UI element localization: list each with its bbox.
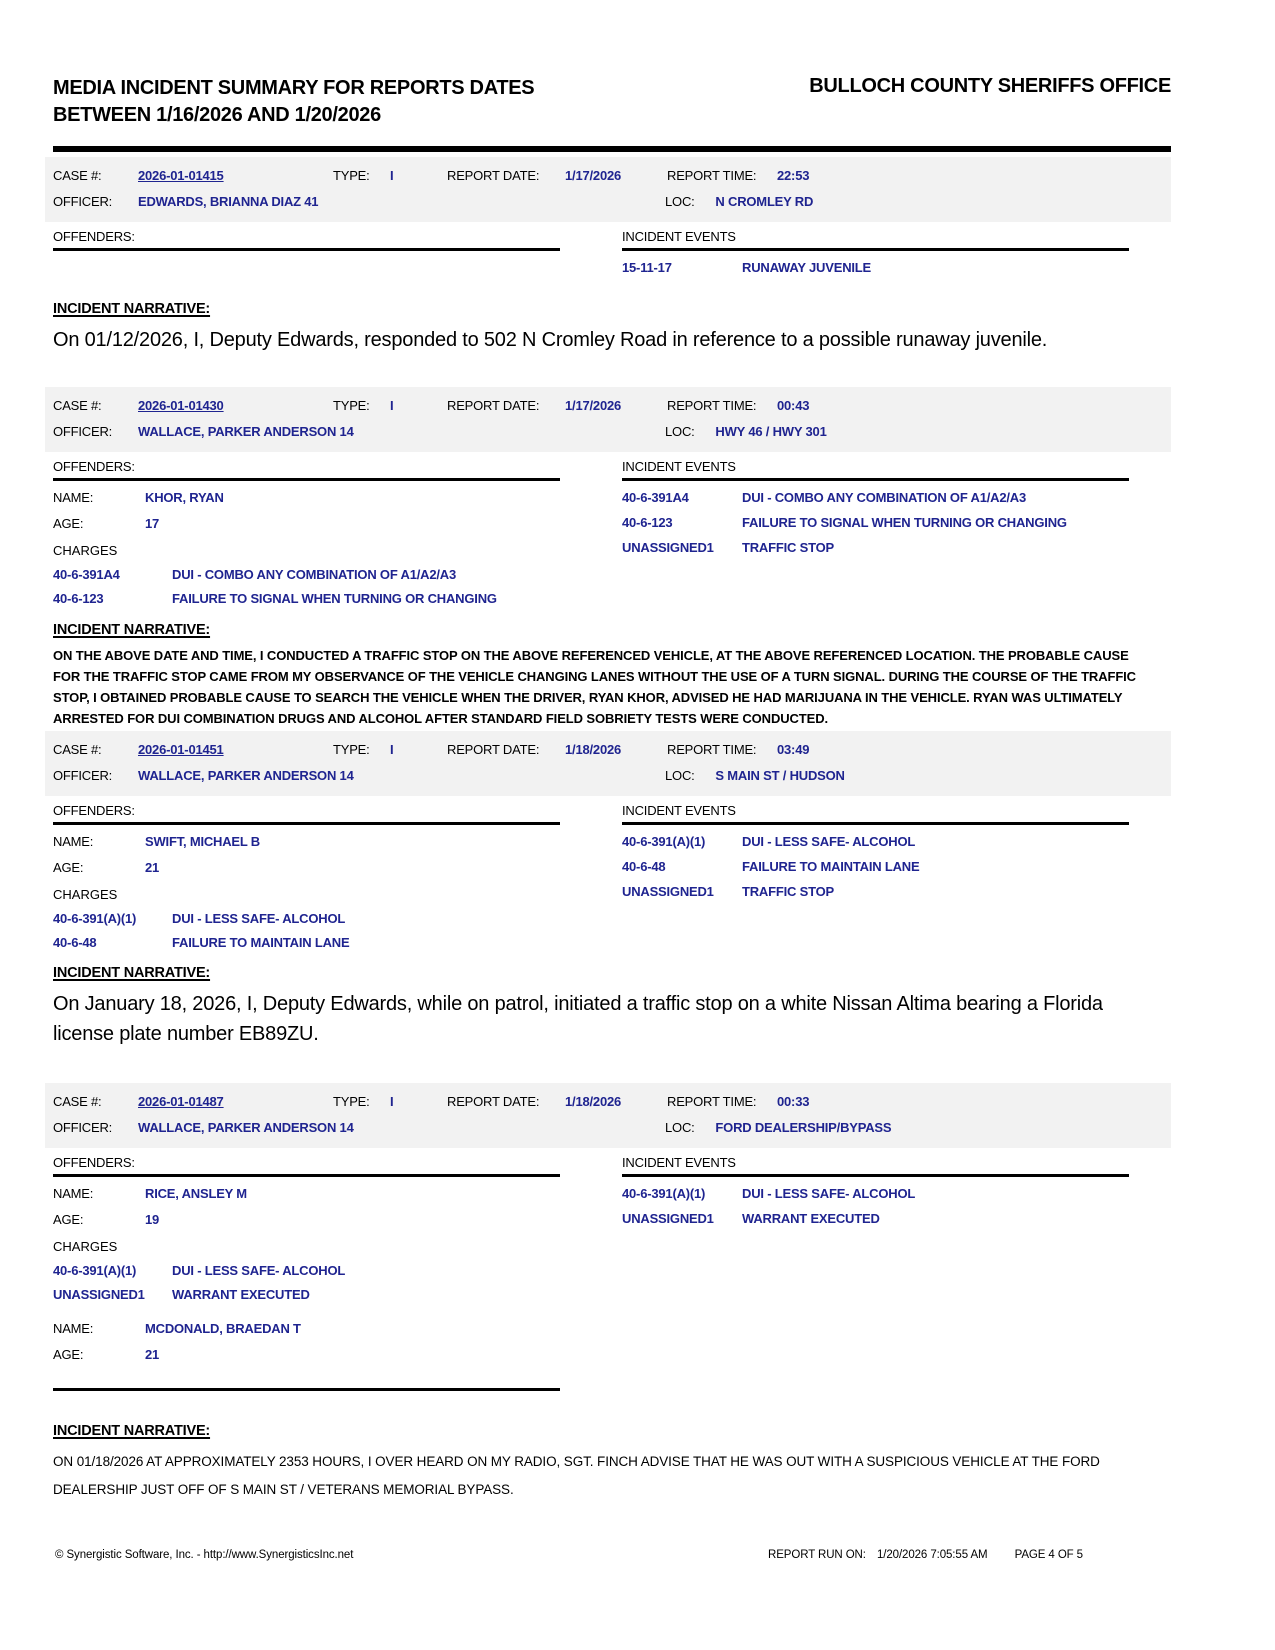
offenders-heading: OFFENDERS: <box>53 459 135 474</box>
type-value: I <box>390 168 394 183</box>
type-value: I <box>390 742 394 757</box>
name-label: NAME: <box>53 834 94 849</box>
report-title-line2: BETWEEN 1/16/2026 AND 1/20/2026 <box>53 104 381 126</box>
narrative-heading: INCIDENT NARRATIVE: <box>53 301 211 317</box>
incident-events-heading: INCIDENT EVENTS <box>622 1155 736 1170</box>
report-date-value: 1/17/2026 <box>565 168 622 183</box>
type-label: TYPE: <box>333 398 370 413</box>
case-number-label: CASE #: <box>53 742 102 757</box>
report-title <box>53 75 693 129</box>
case-block-4 <box>53 1083 1173 1504</box>
report-date-value: 1/18/2026 <box>565 742 622 757</box>
narrative-heading: INCIDENT NARRATIVE: <box>53 622 211 638</box>
charge-row <box>53 912 560 926</box>
case-block-3 <box>53 731 1173 1049</box>
incident-events-heading: INCIDENT EVENTS <box>622 459 736 474</box>
offender-age: 21 <box>145 1347 160 1362</box>
officer-label: OFFICER: <box>53 768 113 783</box>
age-label: AGE: <box>53 1212 84 1227</box>
charge-code: 40-6-48 <box>53 935 97 950</box>
charge-code: 40-6-391A4 <box>53 567 120 582</box>
case-number-label: CASE #: <box>53 398 102 413</box>
event-row <box>622 261 1129 275</box>
narrative-text: ON THE ABOVE DATE AND TIME, I CONDUCTED A TRAFFIC STOP ON THE ABOVE REFERENCED VEHICLE, AT THE ABOVE REFERENCED LOCATION. THE PROBABLE CAUSE FOR THE TRAFFIC STOP CAME FROM MY OBSERVANCE OF THE VEHICLE CHANGING LANES WITHOUT THE USE OF A TURN SIGNAL. DURING THE COURSE OF THE TRAFFIC STOP, I OBTAINED PROBABLE CAUSE TO SEARCH THE VEHICLE WHEN THE DRIVER, RYAN KHOR, ADVISED HE HAD MARIJUANA IN THE VEHICLE. RYAN WAS ULTIMATELY ARRESTED FOR DUI COMBINATION DRUGS AND ALCOHOL AFTER STANDARD FIELD SOBRIETY TESTS WERE CONDUCTED. <box>53 648 1136 726</box>
officer-label: OFFICER: <box>53 424 113 439</box>
narrative-section <box>53 965 1173 1049</box>
case-block-1 <box>53 157 1173 355</box>
footer-copyright: © Synergistic Software, Inc. - http://www.SynergisticsInc.net <box>55 1549 354 1561</box>
report-date-value: 1/18/2026 <box>565 1094 622 1109</box>
events-section <box>622 804 1129 950</box>
report-run-value: 1/20/2026 7:05:55 AM <box>876 1549 988 1561</box>
case-number-link[interactable]: 2026-01-01451 <box>138 742 224 757</box>
events-rule <box>622 248 1129 251</box>
narrative-heading: INCIDENT NARRATIVE: <box>53 1423 211 1439</box>
event-code: UNASSIGNED1 <box>622 1211 714 1226</box>
case-header-band <box>45 1083 1171 1148</box>
type-label: TYPE: <box>333 168 370 183</box>
offender-record <box>53 491 560 606</box>
event-code: UNASSIGNED1 <box>622 540 714 555</box>
charges-heading: CHARGES <box>53 887 118 902</box>
charge-row <box>53 1288 560 1302</box>
offenders-section <box>53 460 560 606</box>
events-section <box>622 230 1129 275</box>
event-desc: DUI - LESS SAFE- ALCOHOL <box>742 834 916 849</box>
officer-name: EDWARDS, BRIANNA DIAZ 41 <box>138 194 319 209</box>
narrative-section <box>53 622 1173 729</box>
offenders-section <box>53 230 560 275</box>
report-date-label: REPORT DATE: <box>447 398 540 413</box>
report-date-label: REPORT DATE: <box>447 1094 540 1109</box>
offenders-heading: OFFENDERS: <box>53 1155 135 1170</box>
offender-name: RICE, ANSLEY M <box>145 1186 247 1201</box>
loc-label: LOC: <box>665 768 695 783</box>
age-label: AGE: <box>53 860 84 875</box>
offender-age: 17 <box>145 516 160 531</box>
narrative-text: On 01/12/2026, I, Deputy Edwards, responded to 502 N Cromley Road in reference to a possible runaway juvenile. <box>53 329 1048 351</box>
type-value: I <box>390 398 394 413</box>
loc-label: LOC: <box>665 194 695 209</box>
report-time-value: 03:49 <box>777 742 810 757</box>
events-section <box>622 1156 1129 1391</box>
officer-label: OFFICER: <box>53 194 113 209</box>
offender-name: MCDONALD, BRAEDAN T <box>145 1321 301 1336</box>
charge-code: UNASSIGNED1 <box>53 1287 145 1302</box>
narrative-heading: INCIDENT NARRATIVE: <box>53 965 211 981</box>
narrative-section <box>53 301 1173 355</box>
offenders-heading: OFFENDERS: <box>53 229 135 244</box>
event-row <box>622 835 1129 849</box>
event-row <box>622 516 1129 530</box>
event-desc: TRAFFIC STOP <box>742 884 834 899</box>
offenders-section <box>53 804 560 950</box>
event-desc: FAILURE TO SIGNAL WHEN TURNING OR CHANGING <box>742 515 1067 530</box>
narrative-text: ON 01/18/2026 AT APPROXIMATELY 2353 HOURS, I OVER HEARD ON MY RADIO, SGT. FINCH ADVISE THAT HE WAS OUT WITH A SUSPICIOUS VEHICLE AT THE FORD DEALERSHIP JUST OFF OF S MAIN ST / VETERANS MEMORIAL BYPASS. <box>53 1454 1100 1497</box>
charges-heading: CHARGES <box>53 543 118 558</box>
events-rule <box>622 1174 1129 1177</box>
event-desc: FAILURE TO MAINTAIN LANE <box>742 859 920 874</box>
event-row <box>622 1187 1129 1201</box>
incident-events-heading: INCIDENT EVENTS <box>622 229 736 244</box>
report-title-line1: MEDIA INCIDENT SUMMARY FOR REPORTS DATES <box>53 77 535 99</box>
charge-desc: DUI - COMBO ANY COMBINATION OF A1/A2/A3 <box>172 567 456 582</box>
officer-name: WALLACE, PARKER ANDERSON 14 <box>138 768 354 783</box>
name-label: NAME: <box>53 1321 94 1336</box>
report-run-label: REPORT RUN ON: <box>768 1549 866 1561</box>
report-time-value: 00:43 <box>777 398 810 413</box>
charge-code: 40-6-391(A)(1) <box>53 1263 137 1278</box>
offenders-section <box>53 1156 560 1391</box>
report-date-label: REPORT DATE: <box>447 742 540 757</box>
event-desc: RUNAWAY JUVENILE <box>742 260 872 275</box>
officer-name: WALLACE, PARKER ANDERSON 14 <box>138 424 354 439</box>
charge-desc: WARRANT EXECUTED <box>172 1287 310 1302</box>
charge-desc: FAILURE TO MAINTAIN LANE <box>172 935 350 950</box>
report-page <box>53 75 1173 1504</box>
event-row <box>622 1212 1129 1226</box>
page-indicator: PAGE 4 OF 5 <box>1014 1549 1083 1561</box>
narrative-section <box>53 1423 1173 1504</box>
charge-row <box>53 592 560 606</box>
charge-desc: FAILURE TO SIGNAL WHEN TURNING OR CHANGING <box>172 591 497 606</box>
offender-record <box>53 1187 560 1302</box>
case-block-2 <box>53 387 1173 729</box>
agency-name: BULLOCH COUNTY SHERIFFS OFFICE <box>809 75 1171 97</box>
event-desc: DUI - COMBO ANY COMBINATION OF A1/A2/A3 <box>742 490 1026 505</box>
report-date-value: 1/17/2026 <box>565 398 622 413</box>
type-value: I <box>390 1094 394 1109</box>
event-code: 40-6-391A4 <box>622 490 689 505</box>
officer-name: WALLACE, PARKER ANDERSON 14 <box>138 1120 354 1135</box>
offenders-rule <box>53 1174 560 1177</box>
event-desc: TRAFFIC STOP <box>742 540 834 555</box>
loc-value: S MAIN ST / HUDSON <box>715 768 845 783</box>
loc-value: N CROMLEY RD <box>715 194 814 209</box>
event-code: 40-6-48 <box>622 859 666 874</box>
footer-run-info <box>768 1549 1083 1562</box>
report-time-value: 22:53 <box>777 168 810 183</box>
event-code: 40-6-391(A)(1) <box>622 834 706 849</box>
type-label: TYPE: <box>333 1094 370 1109</box>
offenders-rule <box>53 248 560 251</box>
events-section <box>622 460 1129 606</box>
event-code: 40-6-123 <box>622 515 673 530</box>
offenders-close-rule <box>53 1388 560 1391</box>
name-label: NAME: <box>53 1186 94 1201</box>
event-code: 40-6-391(A)(1) <box>622 1186 706 1201</box>
event-desc: DUI - LESS SAFE- ALCOHOL <box>742 1186 916 1201</box>
offender-record <box>53 1322 560 1362</box>
report-time-label: REPORT TIME: <box>667 742 757 757</box>
event-row <box>622 491 1129 505</box>
offender-name: KHOR, RYAN <box>145 490 224 505</box>
case-number-label: CASE #: <box>53 168 102 183</box>
name-label: NAME: <box>53 490 94 505</box>
charges-heading: CHARGES <box>53 1239 118 1254</box>
charge-row <box>53 568 560 582</box>
report-date-label: REPORT DATE: <box>447 168 540 183</box>
event-row <box>622 541 1129 555</box>
events-rule <box>622 478 1129 481</box>
event-desc: WARRANT EXECUTED <box>742 1211 880 1226</box>
charge-row <box>53 1264 560 1278</box>
charge-row <box>53 936 560 950</box>
header-rule <box>53 146 1171 152</box>
report-time-label: REPORT TIME: <box>667 398 757 413</box>
offenders-heading: OFFENDERS: <box>53 803 135 818</box>
case-number-link[interactable]: 2026-01-01415 <box>138 168 224 183</box>
case-number-link[interactable]: 2026-01-01487 <box>138 1094 224 1109</box>
age-label: AGE: <box>53 516 84 531</box>
event-row <box>622 885 1129 899</box>
report-time-value: 00:33 <box>777 1094 810 1109</box>
offender-record <box>53 835 560 950</box>
offenders-rule <box>53 478 560 481</box>
offender-age: 21 <box>145 860 160 875</box>
case-number-link[interactable]: 2026-01-01430 <box>138 398 224 413</box>
narrative-text: On January 18, 2026, I, Deputy Edwards, while on patrol, initiated a traffic stop on a white Nissan Altima bearing a Florida license plate number EB89ZU. <box>53 993 1103 1045</box>
offender-age: 19 <box>145 1212 160 1227</box>
loc-label: LOC: <box>665 424 695 439</box>
loc-value: FORD DEALERSHIP/BYPASS <box>715 1120 892 1135</box>
loc-value: HWY 46 / HWY 301 <box>715 424 827 439</box>
event-row <box>622 860 1129 874</box>
case-header-band <box>45 157 1171 222</box>
events-rule <box>622 822 1129 825</box>
report-time-label: REPORT TIME: <box>667 168 757 183</box>
report-time-label: REPORT TIME: <box>667 1094 757 1109</box>
charge-code: 40-6-391(A)(1) <box>53 911 137 926</box>
event-code: UNASSIGNED1 <box>622 884 714 899</box>
event-code: 15-11-17 <box>622 260 672 275</box>
charge-desc: DUI - LESS SAFE- ALCOHOL <box>172 1263 346 1278</box>
officer-label: OFFICER: <box>53 1120 113 1135</box>
report-header <box>53 75 1171 129</box>
type-label: TYPE: <box>333 742 370 757</box>
case-number-label: CASE #: <box>53 1094 102 1109</box>
case-header-band <box>45 731 1171 796</box>
charge-desc: DUI - LESS SAFE- ALCOHOL <box>172 911 346 926</box>
charge-code: 40-6-123 <box>53 591 104 606</box>
loc-label: LOC: <box>665 1120 695 1135</box>
case-header-band <box>45 387 1171 452</box>
offenders-rule <box>53 822 560 825</box>
age-label: AGE: <box>53 1347 84 1362</box>
offender-name: SWIFT, MICHAEL B <box>145 834 260 849</box>
incident-events-heading: INCIDENT EVENTS <box>622 803 736 818</box>
